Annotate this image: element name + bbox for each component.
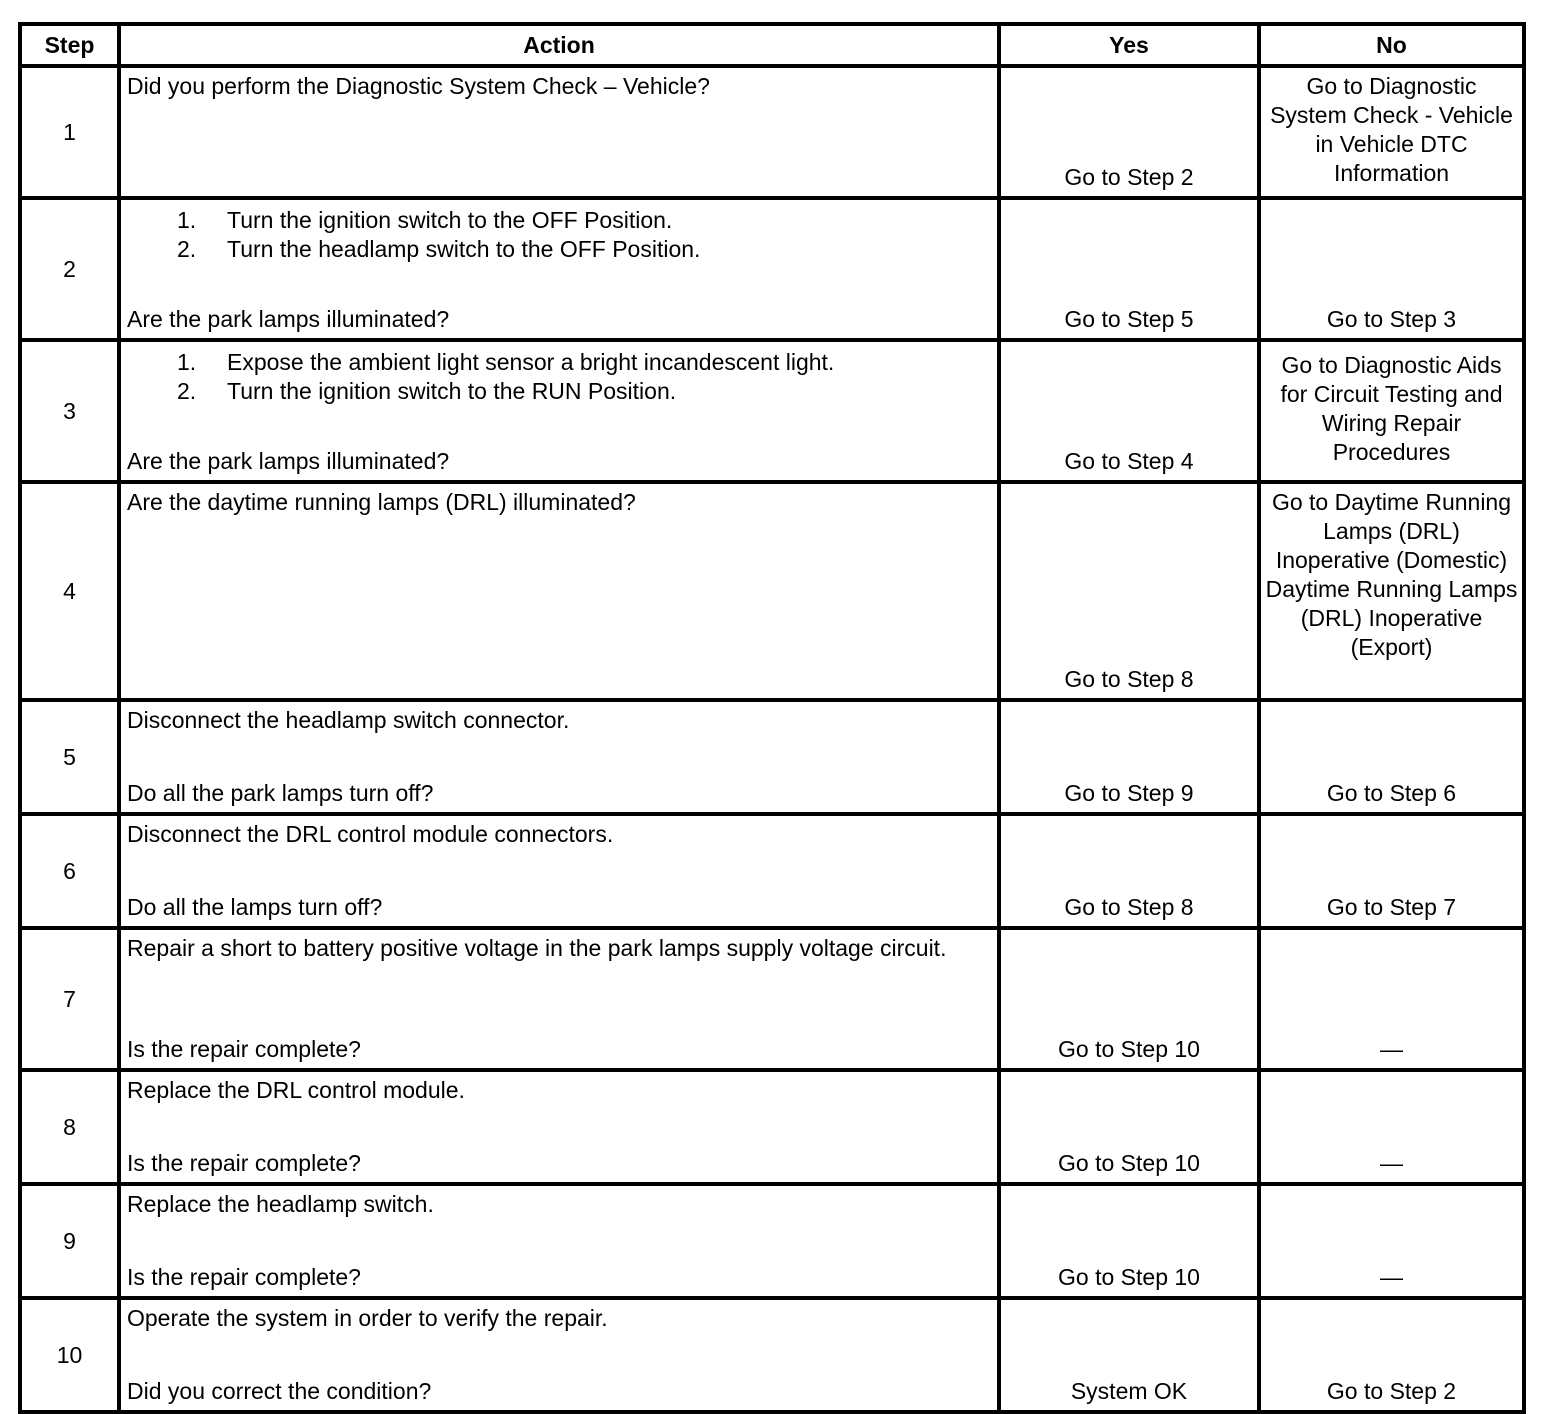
action-instruction: Did you perform the Diagnostic System Check – Vehicle? [127,73,710,99]
action-substeps [127,348,991,406]
table-row [20,198,1524,340]
header-action: Action [119,24,999,66]
yes-result: Go to Step 10 [999,1184,1259,1298]
action-cell [119,66,999,198]
substep-number: 2. [177,236,197,262]
table-row [20,66,1524,198]
diagnostic-table [18,22,1526,1414]
substep-number: 2. [177,378,197,404]
step-number: 7 [20,928,119,1070]
action-question: Did you correct the condition? [127,1378,432,1404]
yes-result: Go to Step 5 [999,198,1259,340]
substep-item [177,348,991,377]
action-instruction: Replace the DRL control module. [127,1077,465,1103]
substep-number: 1. [177,207,197,233]
yes-result: Go to Step 2 [999,66,1259,198]
action-question: Are the park lamps illuminated? [127,306,450,332]
table-row [20,340,1524,482]
action-question: Are the park lamps illuminated? [127,448,450,474]
step-number: 1 [20,66,119,198]
action-instruction: Repair a short to battery positive voltage in the park lamps supply voltage circuit. [127,935,947,961]
no-result: Go to Step 2 [1259,1298,1524,1412]
table-row [20,1184,1524,1298]
action-question: Do all the lamps turn off? [127,894,383,920]
no-result: — [1259,1184,1524,1298]
header-step: Step [20,24,119,66]
step-number: 5 [20,700,119,814]
table-row [20,928,1524,1070]
action-cell [119,1184,999,1298]
action-instruction: Operate the system in order to verify the repair. [127,1305,608,1331]
step-number: 6 [20,814,119,928]
substep-text: Turn the ignition switch to the RUN Position. [227,378,677,404]
action-cell [119,340,999,482]
no-result: Go to Step 7 [1259,814,1524,928]
step-number: 3 [20,340,119,482]
action-question: Is the repair complete? [127,1264,361,1290]
action-cell [119,482,999,700]
action-cell [119,928,999,1070]
yes-result: Go to Step 8 [999,814,1259,928]
step-number: 4 [20,482,119,700]
table-row [20,482,1524,700]
action-instruction: Disconnect the DRL control module connectors. [127,821,614,847]
table-row [20,700,1524,814]
yes-result: Go to Step 8 [999,482,1259,700]
header-row [20,24,1524,66]
action-cell [119,1298,999,1412]
action-substeps [127,206,991,264]
table-body [20,66,1524,1412]
action-cell [119,1070,999,1184]
yes-result: Go to Step 4 [999,340,1259,482]
action-question: Is the repair complete? [127,1036,361,1062]
substep-text: Expose the ambient light sensor a bright incandescent light. [227,349,835,375]
no-result: Go to Daytime Running Lamps (DRL) Inoperative (Domestic) Daytime Running Lamps (DRL) Inoperative (Export) [1259,482,1524,700]
action-instruction: Replace the headlamp switch. [127,1191,434,1217]
yes-result: Go to Step 10 [999,1070,1259,1184]
step-number: 2 [20,198,119,340]
substep-text: Turn the ignition switch to the OFF Position. [227,207,673,233]
action-cell [119,814,999,928]
yes-result: Go to Step 10 [999,928,1259,1070]
action-instruction: Are the daytime running lamps (DRL) illuminated? [127,489,636,515]
step-number: 8 [20,1070,119,1184]
no-result: Go to Step 3 [1259,198,1524,340]
step-number: 9 [20,1184,119,1298]
action-question: Is the repair complete? [127,1150,361,1176]
action-cell [119,198,999,340]
yes-result: Go to Step 9 [999,700,1259,814]
table-row [20,814,1524,928]
table-row [20,1070,1524,1184]
step-number: 10 [20,1298,119,1412]
action-cell [119,700,999,814]
substep-text: Turn the headlamp switch to the OFF Position. [227,236,701,262]
no-result: — [1259,928,1524,1070]
yes-result: System OK [999,1298,1259,1412]
header-yes: Yes [999,24,1259,66]
no-result: — [1259,1070,1524,1184]
no-result: Go to Diagnostic Aids for Circuit Testing and Wiring Repair Procedures [1259,340,1524,482]
no-result: Go to Diagnostic System Check - Vehicle in Vehicle DTC Information [1259,66,1524,198]
substep-item [177,377,991,406]
table-row [20,1298,1524,1412]
action-question: Do all the park lamps turn off? [127,780,434,806]
substep-number: 1. [177,349,197,375]
header-no: No [1259,24,1524,66]
substep-item [177,235,991,264]
no-result: Go to Step 6 [1259,700,1524,814]
action-instruction: Disconnect the headlamp switch connector. [127,707,570,733]
substep-item [177,206,991,235]
